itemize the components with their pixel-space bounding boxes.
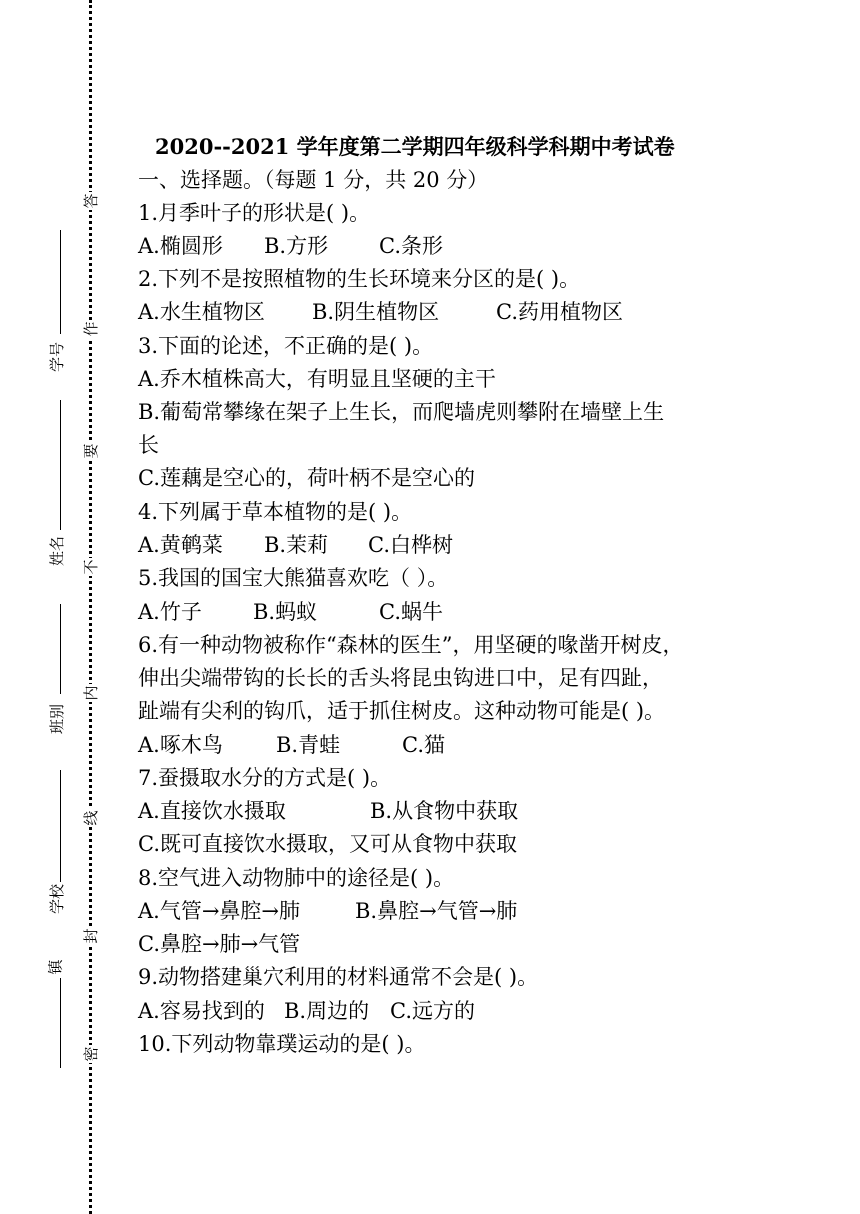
seal-char: 要 <box>82 443 100 459</box>
xuehao-label: 学号 <box>48 341 67 373</box>
xingming-field-line[interactable] <box>60 400 61 530</box>
question-options <box>138 529 453 562</box>
question-options <box>138 795 518 828</box>
banbie-field-line[interactable] <box>60 604 61 694</box>
option-b[interactable]: B.阴生植物区 <box>312 300 440 324</box>
binding-dotted-line <box>89 0 92 1214</box>
question-stem: 7.蚕摄取水分的方式是( )。 <box>138 766 392 790</box>
seal-char: 答 <box>82 193 100 209</box>
option-a[interactable]: A.容易找到的 <box>138 999 265 1023</box>
seal-char: 内 <box>82 685 100 701</box>
option-a[interactable]: A.水生植物区 <box>138 300 265 324</box>
seal-char: 不 <box>82 559 100 575</box>
zhen-label: 镇 <box>46 959 65 975</box>
question-options <box>138 995 475 1028</box>
banbie-label: 班别 <box>48 703 67 735</box>
option-b[interactable]: B.周边的 <box>284 999 370 1023</box>
option-c[interactable]: C.蜗牛 <box>379 600 443 624</box>
option-b[interactable]: B.方形 <box>264 234 329 258</box>
question-stem: 2.下列不是按照植物的生长环境来分区的是( )。 <box>138 267 581 291</box>
option-a[interactable]: A.竹子 <box>138 600 202 624</box>
question-stem: 伸出尖端带钩的长长的舌头将昆虫钩进口中，足有四趾， <box>138 666 663 690</box>
option-a[interactable]: A.椭圆形 <box>138 234 223 258</box>
option-b[interactable]: B.鼻腔→气管→肺 <box>355 899 518 923</box>
question-stem: 8.空气进入动物肺中的途径是( )。 <box>138 866 455 890</box>
question-stem: 5.我国的国宝大熊猫喜欢吃（ ）。 <box>138 566 449 590</box>
option-a[interactable]: A.直接饮水摄取 <box>138 799 286 823</box>
xingming-label: 姓名 <box>48 535 67 567</box>
option-c[interactable]: C.既可直接饮水摄取，又可从食物中获取 <box>138 832 517 856</box>
xuexiao-label: 学校 <box>48 883 67 915</box>
option-c[interactable]: C.白桦树 <box>368 533 453 557</box>
question-stem: 4.下列属于草本植物的是( )。 <box>138 500 413 524</box>
option-b[interactable]: B.青蛙 <box>276 733 341 757</box>
option-a[interactable]: A.啄木鸟 <box>138 733 223 757</box>
section-heading: 一、选择题。（每题 1 分，共 20 分） <box>138 168 489 192</box>
seal-char: 线 <box>82 810 100 826</box>
seal-char: 作 <box>82 321 100 337</box>
option-b[interactable]: B.茉莉 <box>264 533 329 557</box>
option-b[interactable]: B.蚂蚁 <box>253 600 318 624</box>
option-c[interactable]: C.莲藕是空心的，荷叶柄不是空心的 <box>138 466 475 490</box>
question-options <box>138 296 623 329</box>
seal-char: 密 <box>82 1046 100 1062</box>
option-b[interactable]: B.葡萄常攀缘在架子上生长，而爬墙虎则攀附在墙壁上生 <box>138 400 665 424</box>
exam-title: 2020--2021 学年度第二学期四年级科学科期中考试卷 <box>155 134 675 159</box>
option-a[interactable]: A.乔木植株高大，有明显且坚硬的主干 <box>138 367 496 391</box>
question-options <box>138 729 445 762</box>
zhen-field-line[interactable] <box>60 978 61 1068</box>
question-stem: 1.月季叶子的形状是( )。 <box>138 201 371 225</box>
option-b[interactable]: B.从食物中获取 <box>370 799 519 823</box>
question-options <box>138 596 443 629</box>
option-c[interactable]: C.条形 <box>379 234 443 258</box>
option-c[interactable]: C.猫 <box>402 733 445 757</box>
question-options <box>138 895 517 928</box>
option-a[interactable]: A.黄鹌菜 <box>138 533 223 557</box>
xuexiao-field-line[interactable] <box>60 770 61 882</box>
seal-char: 封 <box>82 928 100 944</box>
question-stem: 10.下列动物靠璞运动的是( )。 <box>138 1032 426 1056</box>
option-c[interactable]: C.鼻腔→肺→气管 <box>138 932 301 956</box>
option-a[interactable]: A.气管→鼻腔→肺 <box>138 899 301 923</box>
option-b-continued: 长 <box>138 433 159 457</box>
question-stem: 3.下面的论述，不正确的是( )。 <box>138 334 434 358</box>
option-c[interactable]: C.药用植物区 <box>496 300 623 324</box>
question-stem: 6.有一种动物被称作“森林的医生”，用坚硬的喙凿开树皮， <box>138 633 684 657</box>
option-c[interactable]: C.远方的 <box>390 999 475 1023</box>
question-options <box>138 230 443 263</box>
xuehao-field-line[interactable] <box>60 230 61 334</box>
question-stem: 9.动物搭建巢穴利用的材料通常不会是( )。 <box>138 965 539 989</box>
question-stem: 趾端有尖利的钩爪，适于抓住树皮。这种动物可能是( )。 <box>138 699 666 723</box>
